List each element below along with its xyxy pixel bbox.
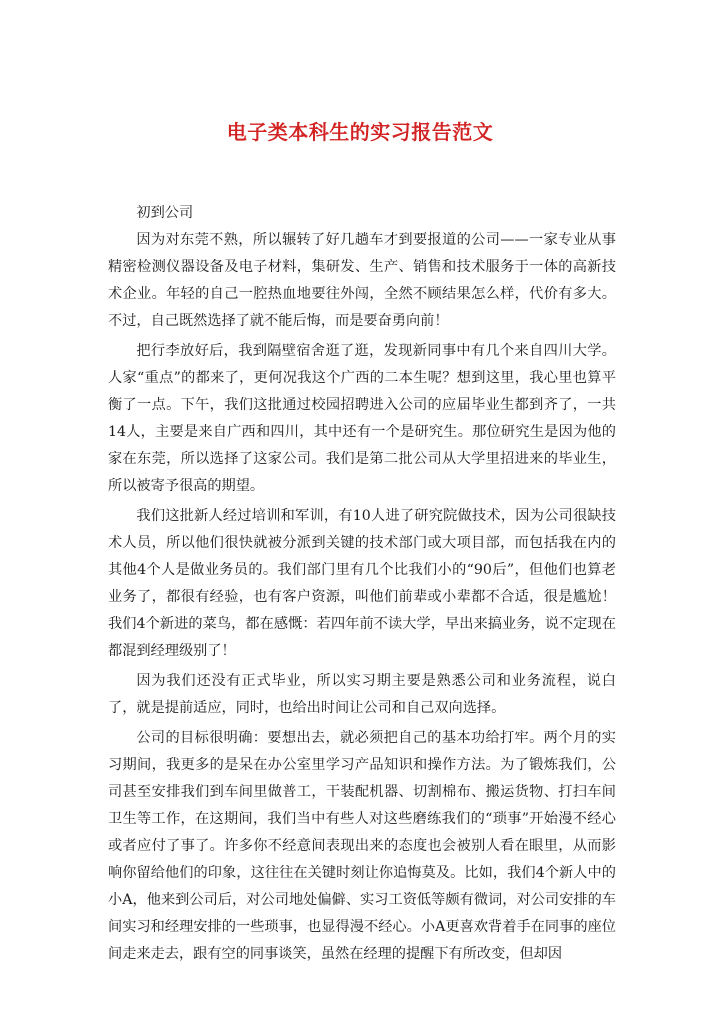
paragraph: 初到公司 [136,205,194,221]
paragraph: 把行李放好后，我到隔壁宿舍逛了逛，发现新同事中有几个来自四川大学。人家“重点”的都来了，更何况我这个广西的二本生呢？想到这里，我心里也算平衡了一点。下午，我们这批通过校园招聘进入公司的应届毕业生都到齐了，一共14人，主要是来自广西和四川，其中还有一个是研究生。那位研究生是因为他的家在东莞，所以选择了这家公司。我们是第二批公司从大学里招进来的毕业生，所以被寄予很高的期望。 [108,343,616,494]
document-body [108,200,616,968]
paragraph: 因为我们还没有正式毕业，所以实习期主要是熟悉公司和业务流程，说白了，就是提前适应，同时，也给出时间让公司和自己双向选择。 [108,673,616,716]
paragraph: 因为对东莞不熟，所以辗转了好几趟车才到要报道的公司——一家专业从事精密检测仪器设备及电子材料，集研发、生产、销售和技术服务于一体的高新技术企业。年轻的自己一腔热血地要往外闯，全然不顾结果怎么样，代价有多大。不过，自己既然选择了就不能后悔，而是要奋勇向前！ [108,232,616,329]
document-title: 电子类本科生的实习报告范文 [226,120,494,144]
paragraph: 公司的目标很明确：要想出去，就必须把自己的基本功给打牢。两个月的实习期间，我更多的是呆在办公室里学习产品知识和操作方法。为了锻炼我们，公司甚至安排我们到车间里做普工，干装配机器、切割棉布、搬运货物、打扫车间卫生等工作，在这期间，我们当中有些人对这些磨练我们的“琐事”开始漫不经心或者应付了事了。许多你不经意间表现出来的态度也会被别人看在眼里，从而影响你留给他们的印象，这往往在关键时刻让你追悔莫及。比如，我们4个新人中的小A，他来到公司后，对公司地处偏僻、实习工资低等颇有微词，对公司安排的车间实习和经理安排的一些琐事，也显得漫不经心。小A更喜欢背着手在同事的座位间走来走去，跟有空的同事谈笑，虽然在经理的提醒下有所改变，但却因 [108,730,616,962]
paragraph: 我们这批新人经过培训和军训，有10人进了研究院做技术，因为公司很缺技术人员，所以他们很快就被分派到关键的技术部门或大项目部，而包括我在内的其他4个人是做业务员的。我们部门里有几个比我们小的“90后”，但他们也算老业务了，都很有经验，也有客户资源，叫他们前辈或小辈都不合适，很是尴尬！我们4个新进的菜鸟，都在感慨：若四年前不读大学，早出来搞业务，说不定现在都混到经理级别了！ [108,508,616,659]
